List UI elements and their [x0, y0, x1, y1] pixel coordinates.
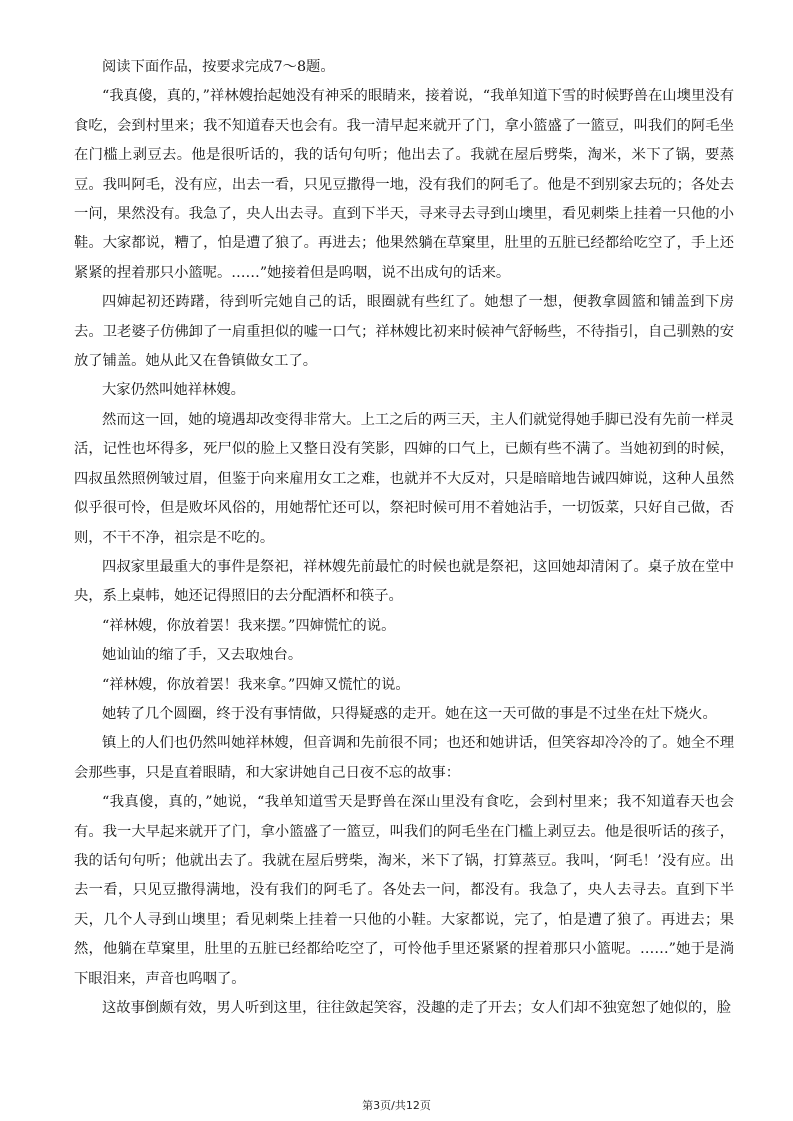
- paragraph: 她转了几个圆圈，终于没有事情做，只得疑惑的走开。她在这一天可做的事是不过坐在灶下烧火。: [102, 705, 717, 722]
- paragraph: 四婶起初还踌躇，待到听完她自己的话，眼圈就有些红了。她想了一想，便教拿圆篮和铺盖到下房去。卫老婆子仿佛卸了一肩重担似的嘘一口气；祥林嫂比初来时候神气舒畅些，不待指引，自己驯熟的安放了铺盖。她从此又在鲁镇做女工了。: [74, 294, 734, 370]
- paragraph: “我真傻，真的，”她说，“我单知道雪天是野兽在深山里没有食吃，会到村里来；我不知道春天也会有。我一大早起来就开了门，拿小篮盛了一篮豆，叫我们的阿毛坐在门槛上剥豆去。他是很听话的孩子，我的话句句听；他就出去了。我就在屋后劈柴，淘米，米下了锅，打算蒸豆。我叫，‘阿毛！’没有应。出去一看，只见豆撒得满地，没有我们的阿毛了。各处去一问，都没有。我急了，央人去寻去。直到下半天，几个人寻到山墺里；看见刺柴上挂着一只他的小鞋。大家都说，完了，怕是遭了狼了。再进去；果然，他躺在草窠里，肚里的五脏已经都给吃空了，可怜他手里还紧紧的捏着那只小篮呢。……”她于是淌下眼泪来，声音也呜咽了。: [74, 794, 734, 987]
- question-instruction: 阅读下面作品，按要求完成7～8题。: [102, 59, 335, 75]
- paragraph: “祥林嫂，你放着罢！我来拿。”四婶又慌忙的说。: [102, 676, 410, 693]
- paragraph: 镇上的人们也仍然叫她祥林嫂，但音调和先前很不同；也还和她讲话，但笑容却冷冷的了。她全不理会那些事，只是直着眼睛，和大家讲她自己日夜不忘的故事：: [74, 735, 734, 781]
- paragraph: 大家仍然叫她祥林嫂。: [102, 382, 245, 399]
- reading-passage: [74, 53, 734, 1023]
- paragraph: 四叔家里最重大的事件是祭祀，祥林嫂先前最忙的时候也就是祭祀，这回她却清闲了。桌子放在堂中央，系上桌帏，她还记得照旧的去分配酒杯和筷子。: [74, 558, 734, 605]
- paragraph: 这故事倒颇有效，男人听到这里，往往敛起笑容，没趣的走了开去；女人们却不独宽恕了她似的，脸: [102, 1000, 732, 1016]
- paragraph: “我真傻，真的，”祥林嫂抬起她没有神采的眼睛来，接着说，“我单知道下雪的时候野兽在山墺里没有食吃，会到村里来；我不知道春天也会有。我一清早起来就开了门，拿小篮盛了一篮豆，叫我们的阿毛坐在门槛上剥豆去。他是很听话的，我的话句句听；他出去了。我就在屋后劈柴，淘米，米下了锅，要蒸豆。我叫阿毛，没有应，出去一看，只见豆撒得一地，没有我们的阿毛了。他是不到别家去玩的；各处去一问，果然没有。我急了，央人出去寻。直到下半天，寻来寻去寻到山墺里，看见刺柴上挂着一只他的小鞋。大家都说，糟了，怕是遭了狼了。再进去；他果然躺在草窠里，肚里的五脏已经都给吃空了，手上还紧紧的捏着那只小篮呢。……”她接着但是呜咽，说不出成句的话来。: [74, 88, 734, 281]
- page-number-footer: 第3页/共12页: [362, 1099, 431, 1112]
- paragraph: 然而这一回，她的境遇却改变得非常大。上工之后的两三天，主人们就觉得她手脚已没有先前一样灵活，记性也坏得多，死尸似的脸上又整日没有笑影，四婶的口气上，已颇有些不满了。当她初到的时候，四叔虽然照例皱过眉，但鉴于向来雇用女工之难，也就并不大反对，只是暗暗地告诫四婶说，这种人虽然似乎很可怜，但是败坏风俗的，用她帮忙还可以，祭祀时候可用不着她沾手，一切饭菜，只好自己做，否则，不干不净，祖宗是不吃的。: [74, 411, 734, 546]
- paragraph: “祥林嫂，你放着罢！我来摆。”四婶慌忙的说。: [102, 617, 396, 634]
- paragraph: 她讪讪的缩了手，又去取烛台。: [102, 647, 303, 664]
